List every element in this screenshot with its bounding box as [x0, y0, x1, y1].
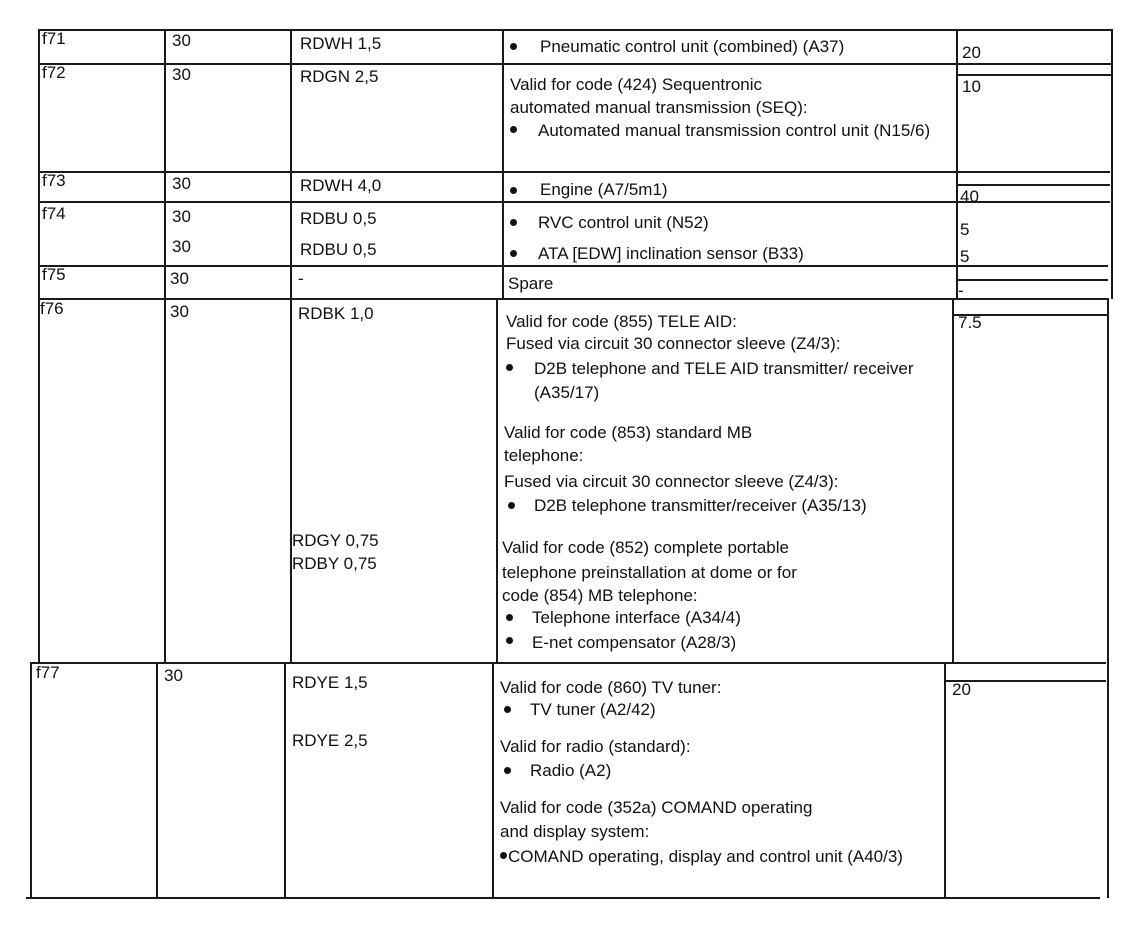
validity-text: Valid for radio (standard):	[500, 737, 691, 756]
consumer: E-net compensator (A28/3)	[532, 633, 737, 652]
bullet-icon	[510, 43, 517, 50]
col-border	[496, 298, 498, 663]
wire-color: RDGY 0,75	[292, 531, 379, 550]
bullet-icon	[510, 250, 517, 257]
fuse-number: f74	[42, 204, 66, 223]
circuit: 30	[172, 237, 191, 256]
table-bottom-border	[26, 897, 1100, 899]
circuit: 30	[164, 666, 183, 685]
bullet-icon	[506, 614, 513, 621]
consumer: COMAND operating, display and control unit (A40/3)	[508, 847, 903, 866]
fuse-number: f75	[42, 265, 66, 284]
col-border	[956, 29, 958, 299]
validity-text: and display system:	[500, 822, 650, 841]
amperage: 20	[962, 43, 981, 62]
wire-color: RDWH 1,5	[300, 34, 382, 53]
fuse-number: f72	[42, 63, 66, 82]
col-border	[952, 298, 954, 663]
amperage: 10	[962, 77, 981, 96]
validity-text: telephone:	[504, 446, 584, 465]
row-divider	[38, 171, 1110, 173]
wire-color: RDBU 0,5	[300, 240, 377, 259]
table-top-border	[38, 29, 1112, 31]
amp-divider	[956, 279, 1108, 281]
col-border	[492, 662, 494, 898]
consumer: RVC control unit (N52)	[538, 213, 709, 232]
validity-text: automated manual transmission (SEQ):	[510, 98, 808, 117]
consumer: Engine (A7/5m1)	[540, 180, 668, 199]
fuse-number: f76	[40, 299, 64, 318]
bullet-icon	[510, 126, 517, 133]
wire-color: RDBU 0,5	[300, 209, 377, 228]
consumer: Automated manual transmission control unit (N15/6)	[538, 121, 931, 140]
amperage: 20	[952, 680, 971, 699]
bullet-icon	[510, 187, 517, 194]
bullet-icon	[508, 502, 515, 509]
fuse-number: f77	[36, 663, 60, 682]
bullet-icon	[504, 706, 511, 713]
wire-color: RDYE 2,5	[292, 731, 368, 750]
amp-divider	[956, 184, 1110, 186]
circuit: 30	[172, 31, 191, 50]
fuse-number: f73	[42, 171, 66, 190]
amperage: -	[958, 281, 964, 300]
circuit: 30	[172, 65, 191, 84]
circuit: 30	[170, 269, 189, 288]
amperage: 5	[960, 247, 970, 266]
validity-text: Spare	[508, 274, 554, 293]
circuit: 30	[170, 302, 189, 321]
wire-color: RDGN 2,5	[300, 67, 379, 86]
col-border-left	[38, 29, 40, 663]
col-border	[502, 29, 504, 299]
validity-text: Valid for code (853) standard MB	[504, 423, 753, 442]
col-border	[944, 662, 946, 898]
consumer: D2B telephone transmitter/receiver (A35/13)	[534, 496, 867, 515]
consumer: TV tuner (A2/42)	[530, 700, 656, 719]
validity-text: Fused via circuit 30 connector sleeve (Z4/3):	[506, 334, 841, 353]
consumer: Pneumatic control unit (combined) (A37)	[540, 37, 845, 56]
col-border	[284, 662, 286, 898]
validity-text: telephone preinstallation at dome or for	[502, 563, 797, 582]
amperage: 5	[960, 220, 970, 239]
wire-color: -	[298, 269, 304, 288]
amperage: 7.5	[958, 313, 982, 332]
row-divider	[38, 298, 1108, 300]
validity-text: Valid for code (852) complete portable	[502, 538, 789, 557]
validity-text: code (854) MB telephone:	[502, 586, 698, 605]
col-border	[156, 662, 158, 898]
bullet-icon	[506, 364, 513, 371]
validity-text: Valid for code (352a) COMAND operating	[500, 798, 813, 817]
col-border-right	[1111, 29, 1113, 299]
consumer: Telephone interface (A34/4)	[532, 608, 741, 627]
col-border	[164, 29, 166, 663]
validity-text: Valid for code (860) TV tuner:	[500, 678, 722, 697]
bullet-icon	[504, 767, 511, 774]
bullet-icon	[506, 637, 513, 644]
circuit: 30	[172, 207, 191, 226]
consumer: Radio (A2)	[530, 761, 612, 780]
bullet-icon	[510, 219, 517, 226]
wire-color: RDBY 0,75	[292, 554, 377, 573]
col-border-right	[1107, 298, 1109, 898]
row-divider	[38, 265, 1108, 267]
wire-color: RDYE 1,5	[292, 673, 368, 692]
col-border-left	[30, 662, 32, 898]
amperage: 40	[960, 187, 979, 206]
validity-text: Valid for code (855) TELE AID:	[506, 312, 737, 331]
validity-text: Valid for code (424) Sequentronic	[510, 75, 763, 94]
fuse-number: f71	[42, 29, 66, 48]
validity-text: Fused via circuit 30 connector sleeve (Z4/3):	[504, 472, 839, 491]
wire-color: RDBK 1,0	[298, 304, 374, 323]
row-divider	[38, 63, 1112, 65]
consumer: ATA [EDW] inclination sensor (B33)	[538, 244, 804, 263]
row-divider	[38, 201, 1110, 203]
consumer: D2B telephone and TELE AID transmitter/ receiver (A35/17)	[534, 359, 914, 402]
circuit: 30	[172, 174, 191, 193]
wire-color: RDWH 4,0	[300, 176, 382, 195]
